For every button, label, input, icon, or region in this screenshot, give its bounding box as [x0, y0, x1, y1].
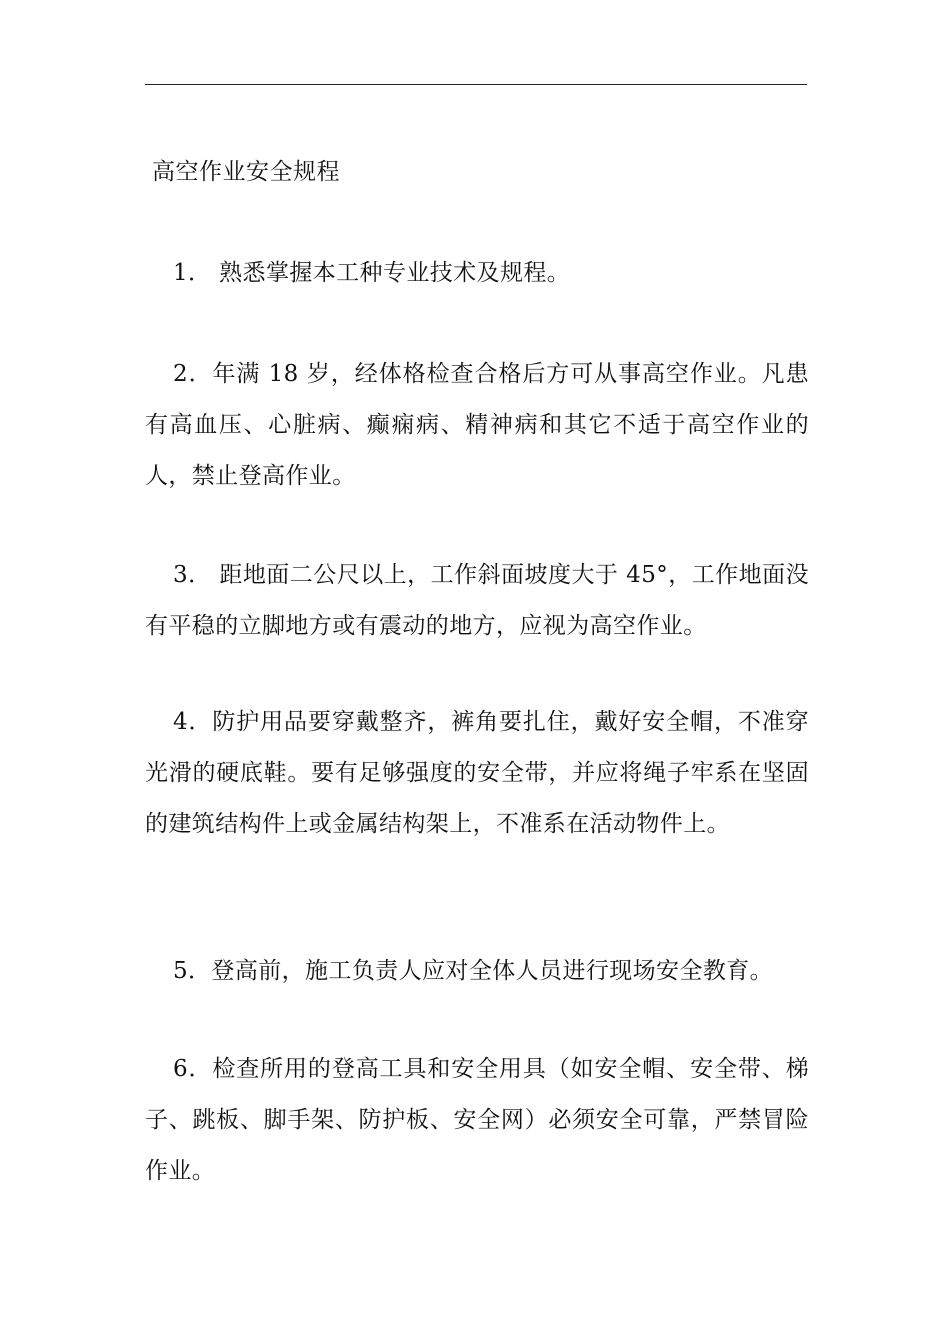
paragraph-3: 3． 距地面二公尺以上，工作斜面坡度大于 45°，工作地面没有平稳的立脚地方或有震动的地方，应视为高空作业。 — [145, 562, 809, 639]
paragraph-5: 5．登高前，施工负责人应对全体人员进行现场安全教育。 — [173, 958, 774, 984]
paragraph-6: 6．检查所用的登高工具和安全用具（如安全帽、安全带、梯子、跳板、脚手架、防护板、安全网）必须安全可靠，严禁冒险作业。 — [145, 1056, 809, 1184]
header-rule — [145, 84, 807, 85]
paragraph-1: 1． 熟悉掌握本工种专业技术及规程。 — [173, 260, 571, 286]
paragraph-2: 2．年满 18 岁，经体格检查合格后方可从事高空作业。凡患有高血压、心脏病、癫痫病、精神病和其它不适于高空作业的人，禁止登高作业。 — [145, 361, 809, 489]
page-title: 高空作业安全规程 — [152, 159, 340, 185]
paragraph-4: 4．防护用品要穿戴整齐，裤角要扎住，戴好安全帽，不准穿光滑的硬底鞋。要有足够强度的安全带，并应将绳子牢系在坚固的建筑结构件上或金属结构架上，不准系在活动物件上。 — [145, 709, 809, 837]
